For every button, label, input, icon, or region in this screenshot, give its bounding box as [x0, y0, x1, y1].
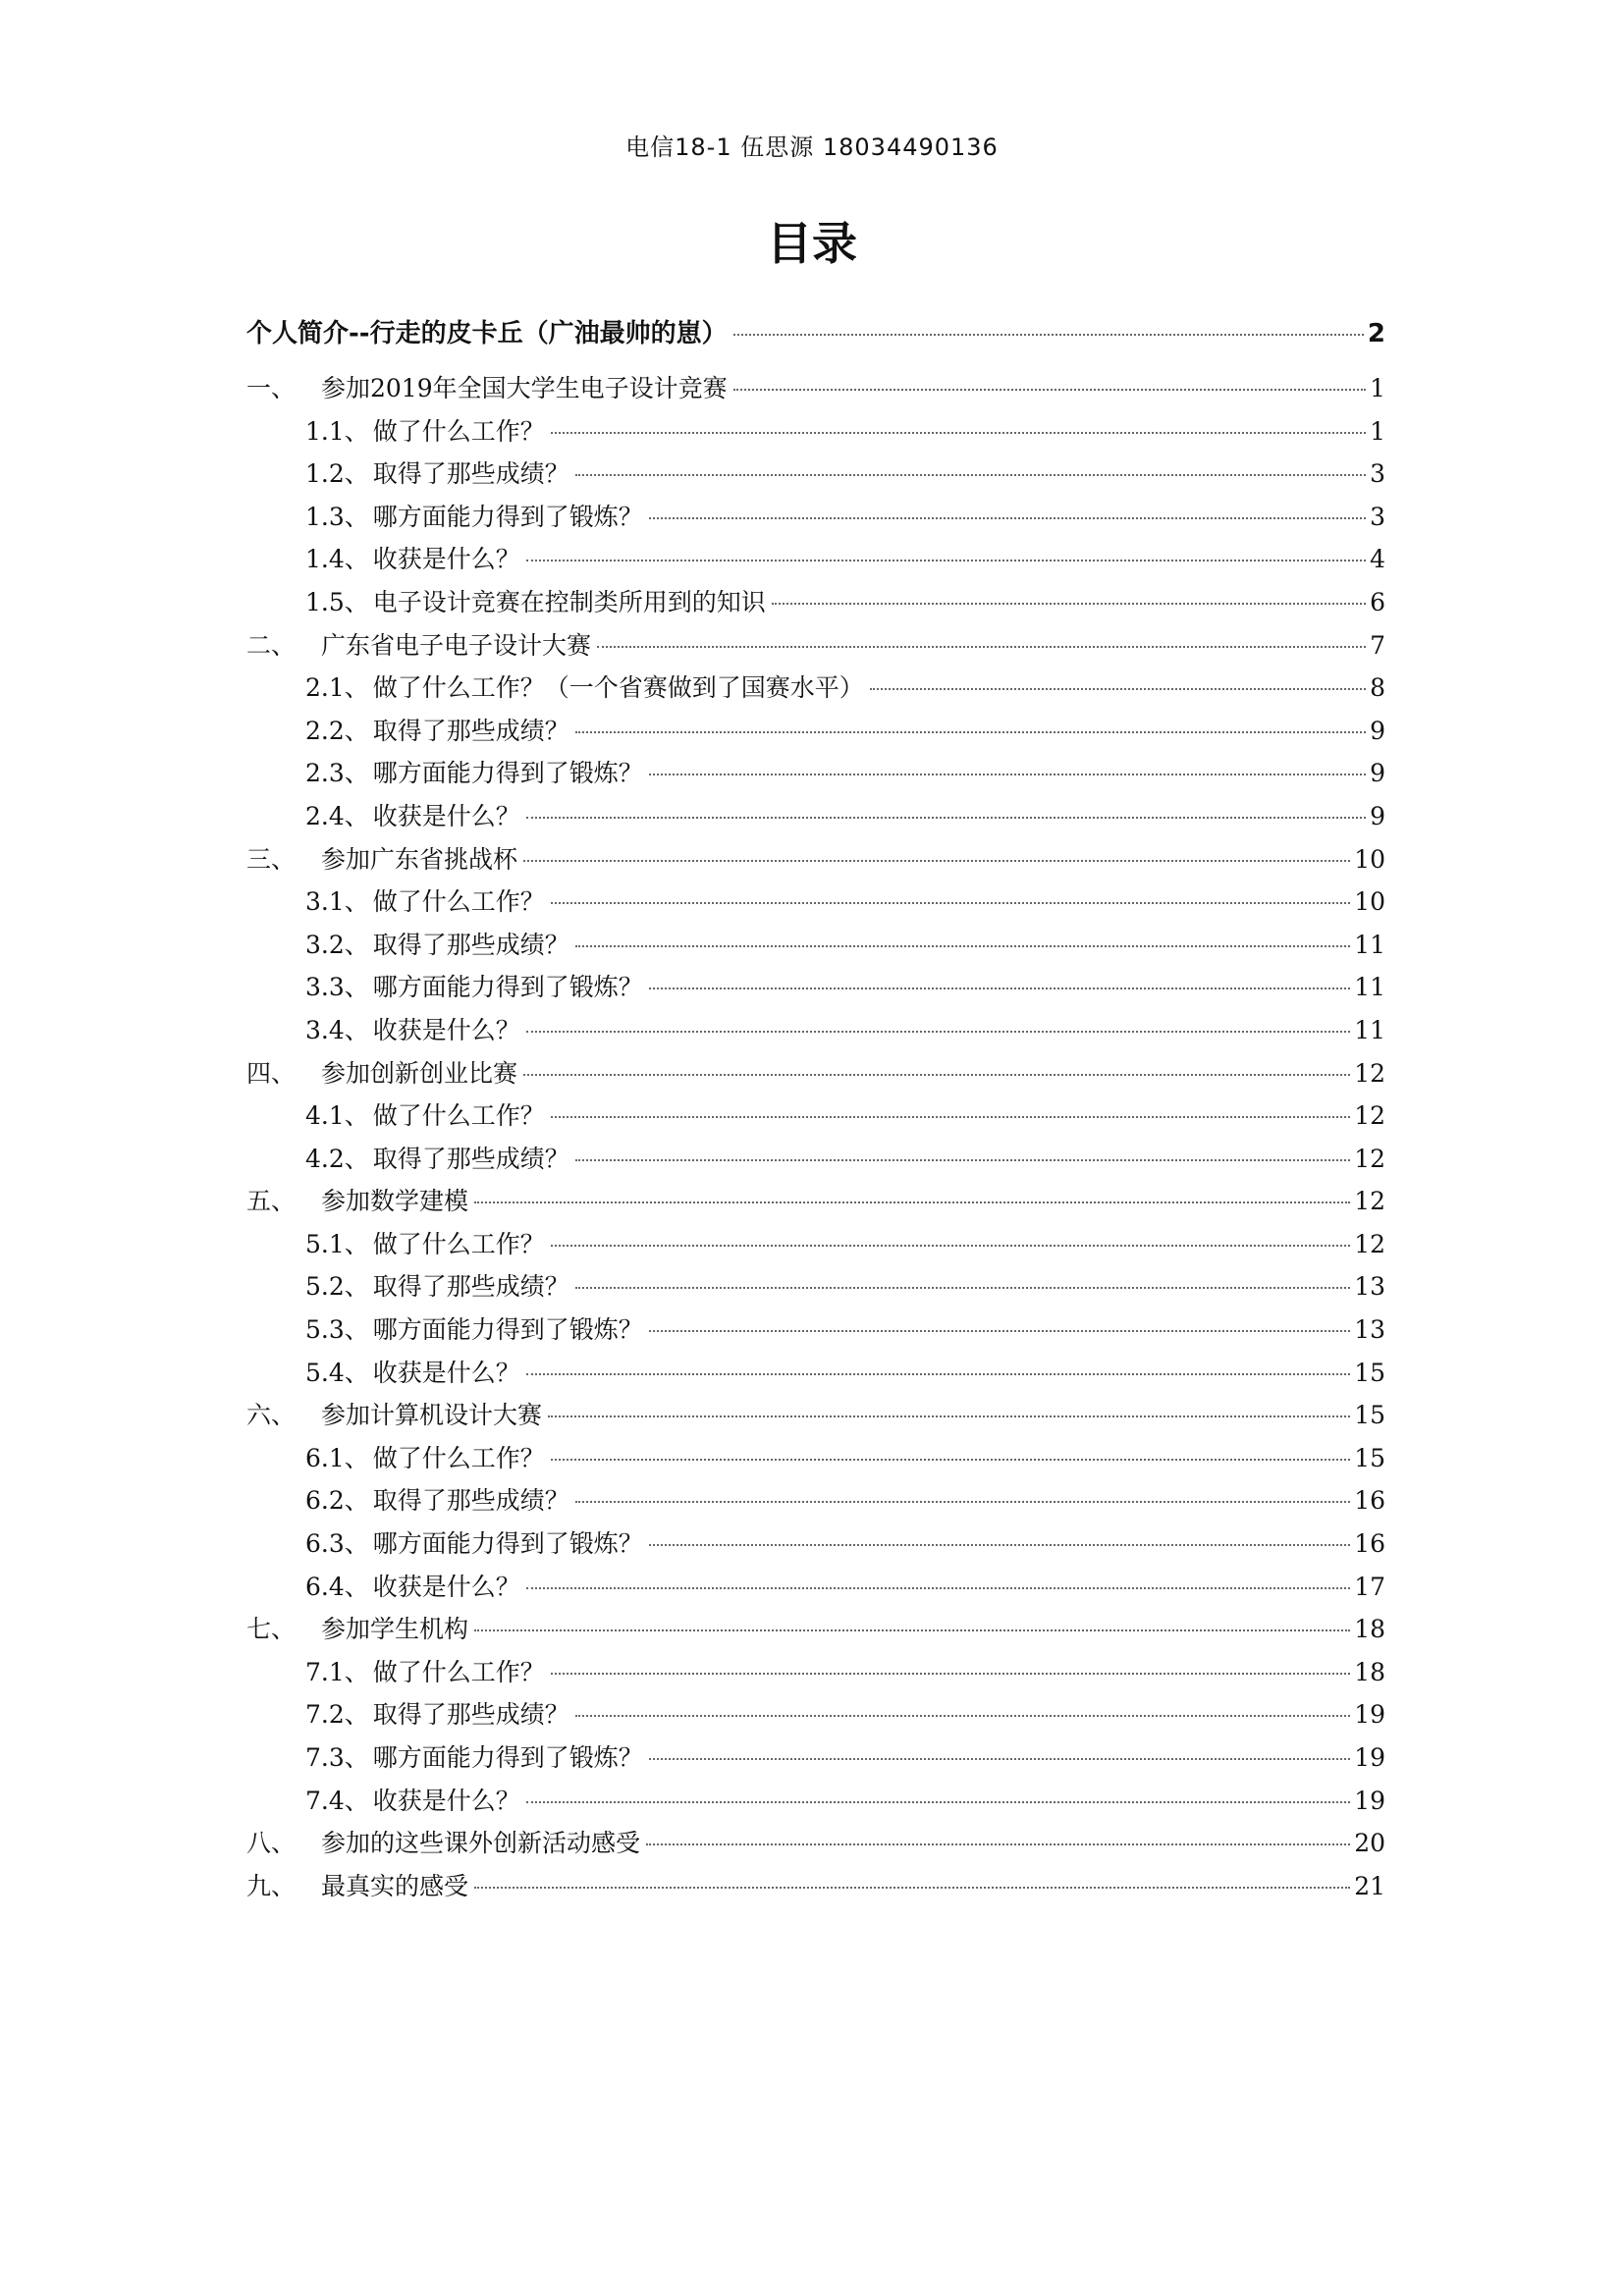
toc-page-number: 9 — [1370, 759, 1385, 788]
toc-entry-number: 二、 — [246, 630, 297, 660]
toc-page-number: 19 — [1354, 1700, 1385, 1730]
toc-entry-title: 广东省电子电子设计大赛 — [321, 630, 592, 660]
toc-dot-leader — [526, 1030, 1350, 1033]
toc-entry-title: 哪方面能力得到了锻炼？ — [372, 1529, 643, 1559]
toc-page-number: 11 — [1354, 973, 1385, 1002]
toc-entry[interactable] — [246, 1693, 1385, 1736]
toc-page-number: 18 — [1354, 1615, 1385, 1644]
toc-page-number: 20 — [1354, 1829, 1385, 1858]
toc-entry[interactable] — [246, 1095, 1385, 1138]
toc-entry-title: 收获是什么？ — [372, 1572, 520, 1601]
toc-entry[interactable] — [246, 1437, 1385, 1480]
toc-entry-title: 收获是什么？ — [372, 545, 520, 574]
toc-entry[interactable] — [246, 1736, 1385, 1780]
toc-entry-number: 七、 — [246, 1615, 297, 1644]
toc-entry-number: 三、 — [246, 844, 297, 874]
toc-entry-number: 7.4、 — [305, 1786, 369, 1815]
toc-page-number: 16 — [1354, 1486, 1385, 1516]
toc-page-number: 12 — [1354, 1058, 1385, 1088]
toc-entry-number: 7.3、 — [305, 1743, 369, 1772]
toc-page-number: 10 — [1354, 844, 1385, 874]
toc-page-number: 16 — [1354, 1529, 1385, 1559]
toc-dot-leader — [575, 730, 1366, 733]
toc-page-number: 11 — [1354, 1015, 1385, 1044]
toc-entry-title: 取得了那些成绩？ — [372, 716, 569, 745]
toc-entry-number: 6.1、 — [305, 1443, 369, 1472]
toc-entry-title: 取得了那些成绩？ — [372, 459, 569, 489]
toc-entry-title: 哪方面能力得到了锻炼？ — [372, 1315, 643, 1345]
toc-entry[interactable] — [246, 367, 1385, 410]
toc-entry-number: 3.2、 — [305, 930, 369, 959]
toc-entry[interactable] — [246, 1822, 1385, 1865]
toc-entry[interactable] — [246, 306, 1385, 361]
toc-entry-number: 7.2、 — [305, 1700, 369, 1730]
toc-entry-number: 四、 — [246, 1058, 297, 1088]
toc-entry-number: 五、 — [246, 1187, 297, 1216]
toc-entry-number: 1.3、 — [305, 502, 369, 531]
toc-dot-leader — [575, 473, 1366, 476]
toc-entry-number: 八、 — [246, 1829, 297, 1858]
toc-entry[interactable] — [246, 410, 1385, 454]
toc-entry-title: 做了什么工作？ — [372, 416, 545, 446]
toc-entry[interactable] — [246, 1180, 1385, 1223]
toc-dot-leader — [575, 1158, 1350, 1161]
toc-entry-title: 参加计算机设计大赛 — [321, 1401, 543, 1430]
toc-page-number: 13 — [1354, 1315, 1385, 1345]
toc-entry[interactable] — [246, 667, 1385, 710]
toc-entry[interactable] — [246, 1352, 1385, 1395]
toc-entry[interactable] — [246, 1265, 1385, 1308]
toc-dot-leader — [772, 602, 1366, 605]
toc-page-number: 12 — [1354, 1101, 1385, 1131]
toc-dot-leader — [551, 1244, 1350, 1247]
toc-entry-number: 3.3、 — [305, 973, 369, 1002]
toc-entry[interactable] — [246, 1651, 1385, 1694]
toc-entry-title: 收获是什么？ — [372, 801, 520, 830]
toc-entry[interactable] — [246, 966, 1385, 1009]
toc-entry-number: 5.1、 — [305, 1229, 369, 1258]
toc-dot-leader — [649, 987, 1350, 989]
toc-entry-number: 5.4、 — [305, 1358, 369, 1387]
toc-entry[interactable] — [246, 838, 1385, 881]
toc-page-number: 1 — [1370, 416, 1385, 446]
toc-dot-leader — [474, 1201, 1350, 1203]
toc-dot-leader — [575, 944, 1350, 947]
toc-dot-leader — [733, 388, 1366, 391]
toc-entry-title: 参加的这些课外创新活动感受 — [321, 1829, 641, 1858]
toc-dot-leader — [551, 1672, 1350, 1675]
toc-page-number: 6 — [1370, 587, 1385, 616]
toc-entry-number: 1.1、 — [305, 416, 369, 446]
toc-entry-title: 做了什么工作？ — [372, 1229, 545, 1258]
toc-entry[interactable] — [246, 1138, 1385, 1181]
toc-dot-leader — [551, 1458, 1350, 1461]
toc-dot-leader — [646, 1842, 1350, 1845]
toc-page-number: 3 — [1370, 459, 1385, 489]
toc-entry-number: 一、 — [246, 374, 297, 402]
toc-entry-title: 哪方面能力得到了锻炼？ — [372, 502, 643, 531]
toc-entry-number: 1.5、 — [305, 587, 369, 616]
toc-entry-title: 参加2019年全国大学生电子设计竞赛 — [321, 374, 728, 402]
toc-entry-title: 参加学生机构 — [321, 1615, 469, 1644]
toc-dot-leader — [649, 773, 1366, 775]
toc-entry[interactable] — [246, 1009, 1385, 1052]
toc-entry-number: 2.4、 — [305, 801, 369, 830]
toc-page-number: 12 — [1354, 1229, 1385, 1258]
toc-page-number: 11 — [1354, 930, 1385, 959]
toc-entry[interactable] — [246, 1780, 1385, 1823]
toc-entry-title: 收获是什么？ — [372, 1015, 520, 1044]
toc-entry-title: 做了什么工作？ — [372, 887, 545, 917]
toc-dot-leader — [870, 687, 1366, 690]
toc-page-number: 10 — [1354, 887, 1385, 917]
toc-dot-leader — [551, 901, 1350, 904]
toc-entry-number: 5.3、 — [305, 1315, 369, 1345]
toc-entry-title: 做了什么工作？ — [372, 1101, 545, 1131]
toc-dot-leader — [526, 816, 1366, 819]
toc-entry-number: 5.2、 — [305, 1272, 369, 1302]
toc-entry-title: 参加广东省挑战杯 — [321, 844, 518, 874]
toc-dot-leader — [551, 431, 1366, 434]
toc-entry[interactable] — [246, 1308, 1385, 1352]
toc-dot-leader — [597, 645, 1366, 648]
toc-entry-title: 取得了那些成绩？ — [372, 1144, 569, 1173]
toc-entry-title: 收获是什么？ — [372, 1358, 520, 1387]
page-title: 目录 — [767, 217, 857, 270]
toc-page-number: 21 — [1354, 1871, 1385, 1900]
toc-entry[interactable] — [246, 538, 1385, 581]
toc-entry-title: 个人简介--行走的皮卡丘（广油最帅的崽） — [246, 319, 728, 348]
toc-entry-number: 4.2、 — [305, 1144, 369, 1173]
toc-page-number: 17 — [1354, 1572, 1385, 1601]
toc-entry-title: 参加数学建模 — [321, 1187, 469, 1216]
toc-page-number: 9 — [1370, 716, 1385, 745]
toc-entry-title: 取得了那些成绩？ — [372, 1700, 569, 1730]
toc-dot-leader — [649, 516, 1366, 519]
toc-entry[interactable] — [246, 710, 1385, 753]
toc-page-number: 12 — [1354, 1144, 1385, 1173]
toc-entry[interactable] — [246, 1522, 1385, 1566]
toc-page-number: 1 — [1370, 374, 1385, 402]
toc-entry-title: 哪方面能力得到了锻炼？ — [372, 1743, 643, 1772]
toc-dot-leader — [523, 859, 1350, 862]
toc-entry[interactable] — [246, 795, 1385, 838]
toc-entry-title: 参加创新创业比赛 — [321, 1058, 518, 1088]
toc-entry-title: 做了什么工作？（一个省赛做到了国赛水平） — [372, 673, 864, 703]
toc-entry-number: 6.4、 — [305, 1572, 369, 1601]
toc-entry[interactable] — [246, 624, 1385, 667]
toc-dot-leader — [526, 559, 1366, 561]
toc-entry-number: 7.1、 — [305, 1657, 369, 1686]
toc-page-number: 19 — [1354, 1786, 1385, 1815]
toc-dot-leader — [575, 1286, 1350, 1289]
toc-entry-title: 取得了那些成绩？ — [372, 1486, 569, 1516]
toc-dot-leader — [733, 333, 1364, 336]
toc-dot-leader — [474, 1629, 1350, 1631]
toc-entry-number: 1.4、 — [305, 545, 369, 574]
toc-dot-leader — [474, 1886, 1350, 1889]
toc-entry-number: 3.1、 — [305, 887, 369, 917]
toc-page-number: 8 — [1370, 673, 1385, 703]
toc-entry-title: 电子设计竞赛在控制类所用到的知识 — [372, 587, 766, 616]
toc-page-number: 4 — [1370, 545, 1385, 574]
toc-page-number: 15 — [1354, 1401, 1385, 1430]
toc-entry-number: 六、 — [246, 1401, 297, 1430]
toc-entry[interactable] — [246, 496, 1385, 539]
toc-entry-number: 2.1、 — [305, 673, 369, 703]
toc-entry[interactable] — [246, 453, 1385, 496]
toc-entry-title: 做了什么工作？ — [372, 1657, 545, 1686]
toc-entry[interactable] — [246, 752, 1385, 795]
toc-entry-number: 九、 — [246, 1871, 297, 1900]
toc-entry[interactable] — [246, 581, 1385, 624]
toc-entry-number: 2.2、 — [305, 716, 369, 745]
toc-entry-title: 最真实的感受 — [321, 1871, 469, 1900]
toc-page-number: 15 — [1354, 1443, 1385, 1472]
toc-page-number: 18 — [1354, 1657, 1385, 1686]
toc-dot-leader — [548, 1415, 1350, 1417]
toc-entry-title: 哪方面能力得到了锻炼？ — [372, 759, 643, 788]
toc-entry[interactable] — [246, 1223, 1385, 1266]
toc-entry-number: 3.4、 — [305, 1015, 369, 1044]
toc-dot-leader — [551, 1115, 1350, 1118]
toc-dot-leader — [526, 1800, 1350, 1803]
toc-entry-number: 4.1、 — [305, 1101, 369, 1131]
toc-page-number: 3 — [1370, 502, 1385, 531]
toc-entry[interactable] — [246, 1608, 1385, 1651]
toc-dot-leader — [523, 1073, 1350, 1076]
toc-dot-leader — [649, 1757, 1350, 1760]
toc-entry[interactable] — [246, 924, 1385, 967]
toc-entry[interactable] — [246, 1479, 1385, 1522]
toc-dot-leader — [526, 1586, 1350, 1589]
toc-dot-leader — [575, 1500, 1350, 1503]
toc-page-number: 7 — [1370, 630, 1385, 660]
toc-entry-number: 2.3、 — [305, 759, 369, 788]
toc-dot-leader — [649, 1543, 1350, 1546]
toc-entry-number: 6.2、 — [305, 1486, 369, 1516]
toc-entry-title: 收获是什么？ — [372, 1786, 520, 1815]
toc-entry-number: 6.3、 — [305, 1529, 369, 1559]
toc-page-number: 12 — [1354, 1187, 1385, 1216]
toc-page-number: 2 — [1367, 319, 1385, 348]
toc-entry-number: 1.2、 — [305, 459, 369, 489]
toc-entry[interactable] — [246, 1052, 1385, 1095]
toc-entry[interactable] — [246, 881, 1385, 924]
toc-entry-title: 哪方面能力得到了锻炼？ — [372, 973, 643, 1002]
toc-entry-title: 做了什么工作？ — [372, 1443, 545, 1472]
toc-dot-leader — [526, 1372, 1350, 1375]
toc-entry-title: 取得了那些成绩？ — [372, 930, 569, 959]
toc-entry[interactable] — [246, 1566, 1385, 1609]
table-of-contents — [246, 306, 1385, 1907]
toc-page-number: 19 — [1354, 1743, 1385, 1772]
toc-page-number: 15 — [1354, 1358, 1385, 1387]
page-header: 电信18-1 伍思源 18034490136 — [625, 133, 999, 161]
toc-entry-title: 取得了那些成绩？ — [372, 1272, 569, 1302]
toc-page-number: 13 — [1354, 1272, 1385, 1302]
toc-entry[interactable] — [246, 1394, 1385, 1437]
toc-entry[interactable] — [246, 1865, 1385, 1908]
toc-page-number: 9 — [1370, 801, 1385, 830]
toc-dot-leader — [575, 1714, 1350, 1717]
toc-dot-leader — [649, 1329, 1350, 1332]
